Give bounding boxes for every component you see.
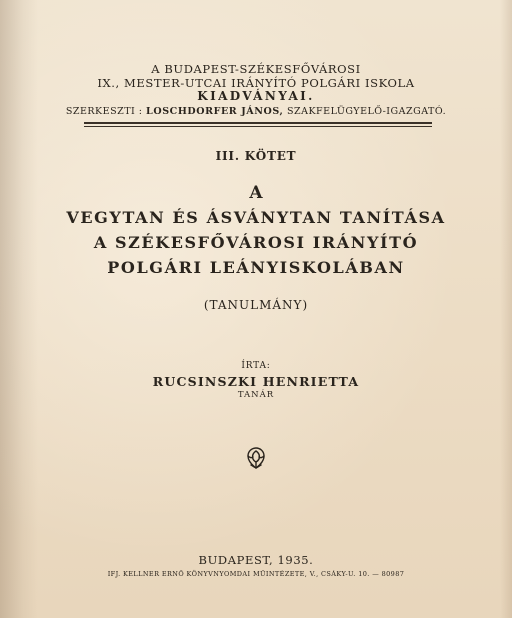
wrote-label: ÍRTA: xyxy=(241,361,271,371)
header-rule-thin xyxy=(84,126,432,127)
floral-vignette-icon xyxy=(244,445,268,471)
editor-name: LOSCHDORFER JÁNOS, xyxy=(146,106,284,117)
header-rule-thick xyxy=(84,122,432,124)
title-line-1: VEGYTAN ÉS ÁSVÁNYTAN TANÍTÁSA xyxy=(66,208,446,227)
imprint-place-year: BUDAPEST, 1935. xyxy=(198,553,314,567)
imprint-printer: IFJ. KELLNER ERNŐ KÖNYVNYOMDAI MŰINTÉZETE, V., CSÁKY-U. 10. — 80987 xyxy=(107,570,405,578)
editor-title: SZAKFELÜGYELŐ-IGAZGATÓ. xyxy=(286,106,447,117)
author-name: RUCSINSZKI HENRIETTA xyxy=(152,374,360,389)
editor-line xyxy=(0,106,512,117)
subtitle: (TANULMÁNY) xyxy=(203,298,309,312)
editor-prefix: SZERKESZTI : xyxy=(65,106,143,117)
author-role: TANÁR xyxy=(237,390,275,400)
title-article: A xyxy=(249,183,263,203)
series-line-1: A BUDAPEST-SZÉKESFŐVÁROSI xyxy=(151,62,361,76)
series-line-2: IX., MESTER-UTCAI IRÁNYÍTÓ POLGÁRI ISKOLA xyxy=(97,76,415,90)
title-line-2: A SZÉKESFŐVÁROSI IRÁNYÍTÓ xyxy=(93,233,419,252)
series-line-3: KIADVÁNYAI. xyxy=(197,89,315,103)
title-line-3: POLGÁRI LEÁNYISKOLÁBAN xyxy=(107,258,405,277)
volume-label: III. KÖTET xyxy=(215,149,297,163)
